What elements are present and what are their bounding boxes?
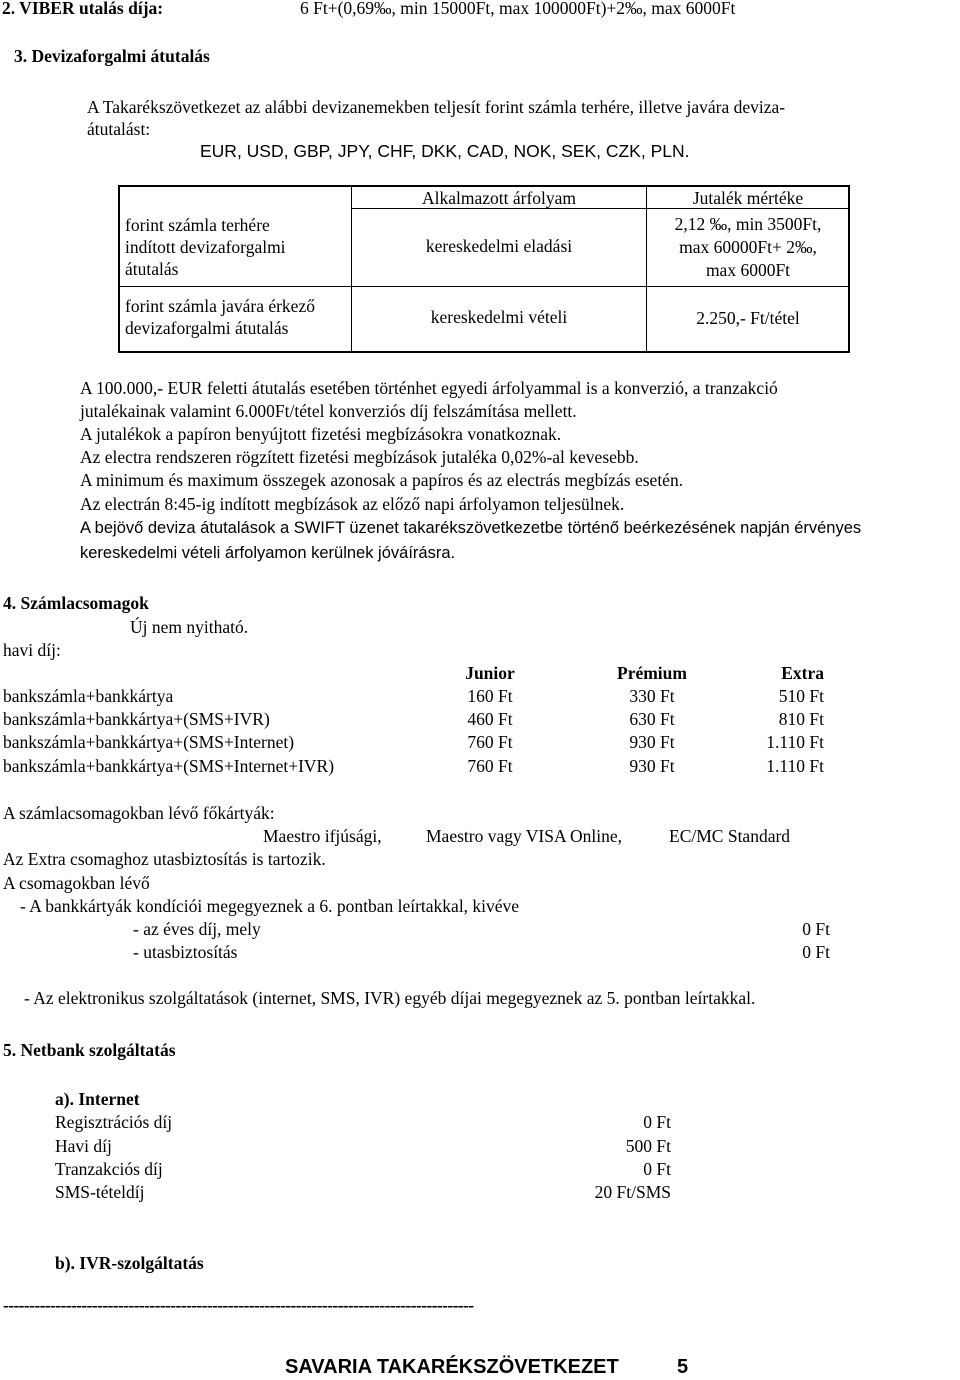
exception-insurance-value: 0 Ft bbox=[802, 942, 830, 962]
extra-insurance-note: Az Extra csomaghoz utasbiztosítás is tartozik. bbox=[3, 849, 326, 869]
package-row-1-junior: 160 Ft bbox=[467, 686, 513, 706]
row-outgoing-fee-3: max 6000Ft bbox=[705, 260, 791, 280]
swift-note-1: A bejövő deviza átutalások a SWIFT üzenet takarékszövetkezetbe történő beérkezésének napján érvényes bbox=[80, 519, 862, 537]
row-outgoing-rate: kereskedelmi eladási bbox=[425, 236, 573, 256]
internet-fee-2-label: Havi díj bbox=[55, 1136, 112, 1156]
card-maestro-youth: Maestro ifjúsági, bbox=[263, 826, 382, 846]
in-packages-label: A csomagokban lévő bbox=[3, 873, 150, 893]
package-row-4-name: bankszámla+bankkártya+(SMS+Internet+IVR) bbox=[3, 756, 335, 776]
row-outgoing-label-3: átutalás bbox=[125, 259, 179, 279]
package-row-3-extra: 1.110 Ft bbox=[766, 732, 824, 752]
col-junior: Junior bbox=[465, 663, 515, 683]
internet-fee-3-label: Tranzakciós díj bbox=[55, 1159, 163, 1179]
internet-fee-1-label: Regisztrációs díj bbox=[55, 1112, 173, 1132]
package-row-1-extra: 510 Ft bbox=[778, 686, 824, 706]
note-4: Az electra rendszeren rögzített fizetési megbízások jutaléka 0,02%-al kevesebb. bbox=[80, 447, 639, 467]
internet-fee-3-value: 0 Ft bbox=[643, 1159, 671, 1179]
note-2: jutalékainak valamint 6.000Ft/tétel konverziós díj felszámítása mellett. bbox=[80, 401, 577, 421]
package-row-1-name: bankszámla+bankkártya bbox=[3, 686, 174, 706]
separator-line: ------------------------------------------------------------------------------------------ bbox=[3, 1295, 474, 1315]
package-row-2-premium: 630 Ft bbox=[629, 709, 675, 729]
swift-note-2: kereskedelmi vételi árfolyamon kerülnek jóváírásra. bbox=[80, 544, 456, 562]
section-3-title: 3. Devizaforgalmi átutalás bbox=[14, 46, 210, 66]
internet-fee-4-value: 20 Ft/SMS bbox=[594, 1182, 671, 1202]
row-outgoing-fee-1: 2,12 ‰, min 3500Ft, bbox=[674, 214, 822, 234]
package-row-4-premium: 930 Ft bbox=[629, 756, 675, 776]
viber-label: 2. VIBER utalás díja: bbox=[2, 0, 164, 18]
package-row-1-premium: 330 Ft bbox=[629, 686, 675, 706]
package-row-2-extra: 810 Ft bbox=[778, 709, 824, 729]
exception-annual-value: 0 Ft bbox=[802, 919, 830, 939]
row-incoming-fee: 2.250,- Ft/tétel bbox=[696, 308, 800, 328]
section-3-intro-1: A Takarékszövetkezet az alábbi devizanemekben teljesít forint számla terhére, illetve javára deviza- bbox=[87, 97, 786, 117]
row-incoming-label-2: devizaforgalmi átutalás bbox=[125, 318, 289, 338]
note-5: A minimum és maximum összegek azonosak a papíros és az electrás megbízás esetén. bbox=[80, 470, 684, 490]
internet-fee-4-label: SMS-tételdíj bbox=[55, 1182, 145, 1202]
main-cards-label: A számlacsomagokban lévő főkártyák: bbox=[3, 803, 275, 823]
note-1: A 100.000,- EUR feletti átutalás esetében történhet egyedi árfolyammal is a konverzió, a tranzakció bbox=[80, 378, 778, 398]
internet-fee-2-value: 500 Ft bbox=[625, 1136, 671, 1156]
col-premium: Prémium bbox=[617, 663, 687, 683]
not-openable: Új nem nyitható. bbox=[130, 617, 249, 637]
electronic-services-note: - Az elektronikus szolgáltatások (internet, SMS, IVR) egyéb díjai megegyeznek az 5. pontban leírtakkal. bbox=[24, 988, 756, 1008]
package-row-2-junior: 460 Ft bbox=[467, 709, 513, 729]
currency-list: EUR, USD, GBP, JPY, CHF, DKK, CAD, NOK, SEK, CZK, PLN. bbox=[200, 141, 690, 161]
section-4-title: 4. Számlacsomagok bbox=[3, 593, 149, 613]
row-outgoing-label-1: forint számla terhére bbox=[125, 215, 270, 235]
card-ecmc: EC/MC Standard bbox=[669, 826, 791, 846]
row-incoming-label-1: forint számla javára érkező bbox=[125, 296, 315, 316]
package-row-3-name: bankszámla+bankkártya+(SMS+Internet) bbox=[3, 732, 295, 752]
card-maestro-visa: Maestro vagy VISA Online, bbox=[426, 826, 623, 846]
footer-page-number: 5 bbox=[677, 1356, 689, 1378]
monthly-fee-label: havi díj: bbox=[3, 640, 61, 660]
card-conditions: - A bankkártyák kondíciói megegyeznek a 6. pontban leírtakkal, kivéve bbox=[20, 896, 520, 916]
package-row-4-junior: 760 Ft bbox=[467, 756, 513, 776]
header-commission: Jutalék mértéke bbox=[692, 188, 804, 208]
footer-bank-name: SAVARIA TAKARÉKSZÖVETKEZET bbox=[285, 1356, 619, 1378]
note-6: Az electrán 8:45-ig indított megbízások az előző napi árfolyamon teljesülnek. bbox=[80, 494, 625, 514]
exception-insurance-label: - utasbiztosítás bbox=[133, 942, 238, 962]
row-incoming-rate: kereskedelmi vételi bbox=[430, 307, 568, 327]
section-5-title: 5. Netbank szolgáltatás bbox=[3, 1040, 176, 1060]
row-outgoing-fee-2: max 60000Ft+ 2‰, bbox=[679, 237, 817, 257]
row-outgoing-label-2: indított devizaforgalmi bbox=[125, 237, 286, 257]
section-3-intro-2: átutalást: bbox=[87, 119, 151, 139]
col-extra: Extra bbox=[781, 663, 824, 683]
package-row-2-name: bankszámla+bankkártya+(SMS+IVR) bbox=[3, 709, 270, 729]
header-applied-rate: Alkalmazott árfolyam bbox=[421, 188, 577, 208]
package-row-4-extra: 1.110 Ft bbox=[766, 756, 824, 776]
viber-fee: 6 Ft+(0,69‰, min 15000Ft, max 100000Ft)+2‰, max 6000Ft bbox=[300, 0, 736, 18]
internet-fee-1-value: 0 Ft bbox=[643, 1112, 671, 1132]
exception-annual-label: - az éves díj, mely bbox=[133, 919, 261, 939]
note-3: A jutalékok a papíron benyújtott fizetési megbízásokra vonatkoznak. bbox=[80, 424, 562, 444]
package-row-3-premium: 930 Ft bbox=[629, 732, 675, 752]
ivr-title: b). IVR-szolgáltatás bbox=[55, 1253, 204, 1273]
internet-title: a). Internet bbox=[55, 1089, 140, 1109]
package-row-3-junior: 760 Ft bbox=[467, 732, 513, 752]
